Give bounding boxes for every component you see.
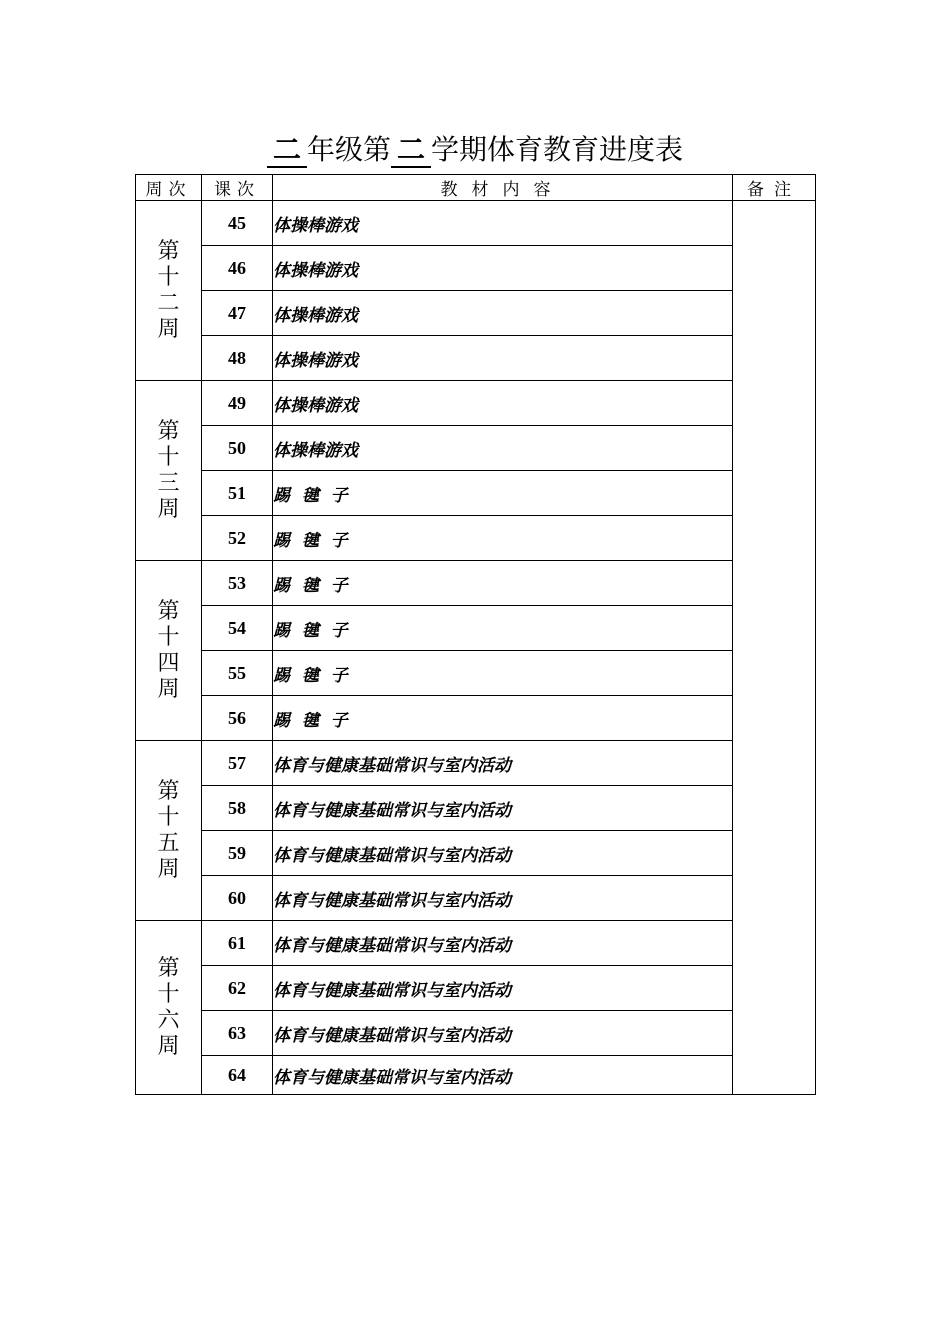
lesson-content: 体育与健康基础常识与室内活动 — [273, 876, 733, 921]
table-row — [136, 921, 816, 966]
lesson-number: 53 — [202, 561, 273, 606]
week-label-char: 周 — [157, 1033, 180, 1059]
lesson-content: 体育与健康基础常识与室内活动 — [273, 831, 733, 876]
week-label-char: 三 — [157, 470, 180, 496]
lesson-number: 54 — [202, 606, 273, 651]
table-row — [136, 1011, 816, 1056]
lesson-content: 体操棒游戏 — [273, 336, 733, 381]
header-row — [136, 175, 816, 201]
lesson-number: 61 — [202, 921, 273, 966]
lesson-number: 46 — [202, 246, 273, 291]
lesson-content: 踢 毽 子 — [273, 606, 733, 651]
lesson-content: 体育与健康基础常识与室内活动 — [273, 786, 733, 831]
week-label — [136, 561, 202, 741]
table-row — [136, 426, 816, 471]
lesson-content: 踢 毽 子 — [273, 696, 733, 741]
week-label — [136, 201, 202, 381]
table-row — [136, 291, 816, 336]
lesson-content: 踢 毽 子 — [273, 471, 733, 516]
week-label-char: 六 — [157, 1007, 180, 1033]
title-text-semester: 学期体育教育进度表 — [431, 133, 684, 166]
table-row — [136, 651, 816, 696]
lesson-number: 58 — [202, 786, 273, 831]
title-text-grade: 年级第 — [306, 133, 391, 166]
week-label — [136, 741, 202, 921]
lesson-content: 体育与健康基础常识与室内活动 — [273, 1056, 733, 1095]
table-row — [136, 606, 816, 651]
table-row — [136, 246, 816, 291]
lesson-number: 50 — [202, 426, 273, 471]
page-title — [0, 130, 950, 170]
lesson-number: 45 — [202, 201, 273, 246]
progress-table — [135, 174, 816, 1095]
table-row — [136, 966, 816, 1011]
week-label-char: 十 — [157, 444, 180, 470]
table-row — [136, 831, 816, 876]
week-label-char: 周 — [157, 856, 180, 882]
lesson-number: 48 — [202, 336, 273, 381]
week-label-char: 十 — [157, 981, 180, 1007]
week-label-char: 十 — [157, 624, 180, 650]
table-row — [136, 876, 816, 921]
header-note: 备注 — [733, 175, 816, 201]
week-label-char: 周 — [157, 316, 180, 342]
lesson-number: 63 — [202, 1011, 273, 1056]
lesson-number: 60 — [202, 876, 273, 921]
lesson-number: 62 — [202, 966, 273, 1011]
table-row — [136, 471, 816, 516]
table-row — [136, 201, 816, 246]
notes-cell — [733, 201, 816, 1095]
lesson-content: 踢 毽 子 — [273, 561, 733, 606]
table-row — [136, 336, 816, 381]
lesson-number: 52 — [202, 516, 273, 561]
week-label-char: 第 — [157, 955, 180, 981]
week-label-char: 四 — [157, 650, 180, 676]
week-label-char: 第 — [157, 418, 180, 444]
week-label-char: 十 — [157, 804, 180, 830]
lesson-content: 体操棒游戏 — [273, 291, 733, 336]
lesson-content: 体操棒游戏 — [273, 201, 733, 246]
week-label-char: 周 — [157, 496, 180, 522]
lesson-number: 55 — [202, 651, 273, 696]
header-lesson: 课次 — [202, 175, 273, 201]
lesson-number: 59 — [202, 831, 273, 876]
lesson-content: 体育与健康基础常识与室内活动 — [273, 966, 733, 1011]
lesson-number: 57 — [202, 741, 273, 786]
week-label-char: 第 — [157, 238, 180, 264]
lesson-content: 体育与健康基础常识与室内活动 — [273, 741, 733, 786]
lesson-content: 体操棒游戏 — [273, 246, 733, 291]
lesson-content: 踢 毽 子 — [273, 516, 733, 561]
week-label-char: 十 — [157, 264, 180, 290]
header-content: 教材内容 — [273, 175, 733, 201]
table-row — [136, 741, 816, 786]
lesson-number: 51 — [202, 471, 273, 516]
lesson-content: 踢 毽 子 — [273, 651, 733, 696]
table-row — [136, 1056, 816, 1095]
lesson-number: 47 — [202, 291, 273, 336]
week-label — [136, 381, 202, 561]
table-row — [136, 786, 816, 831]
lesson-number: 56 — [202, 696, 273, 741]
table-row — [136, 516, 816, 561]
table-row — [136, 381, 816, 426]
lesson-content: 体操棒游戏 — [273, 381, 733, 426]
grade-blank: 二 — [267, 134, 307, 168]
table-row — [136, 561, 816, 606]
semester-blank: 二 — [391, 134, 431, 168]
week-label-char: 五 — [157, 830, 180, 856]
table-body — [136, 201, 816, 1095]
table-row — [136, 696, 816, 741]
lesson-content: 体育与健康基础常识与室内活动 — [273, 921, 733, 966]
lesson-number: 64 — [202, 1056, 273, 1095]
header-week: 周次 — [136, 175, 202, 201]
lesson-content: 体操棒游戏 — [273, 426, 733, 471]
week-label-char: 第 — [157, 778, 180, 804]
week-label-char: 第 — [157, 598, 180, 624]
week-label — [136, 921, 202, 1095]
lesson-content: 体育与健康基础常识与室内活动 — [273, 1011, 733, 1056]
week-label-char: 二 — [157, 290, 180, 316]
week-label-char: 周 — [157, 676, 180, 702]
lesson-number: 49 — [202, 381, 273, 426]
